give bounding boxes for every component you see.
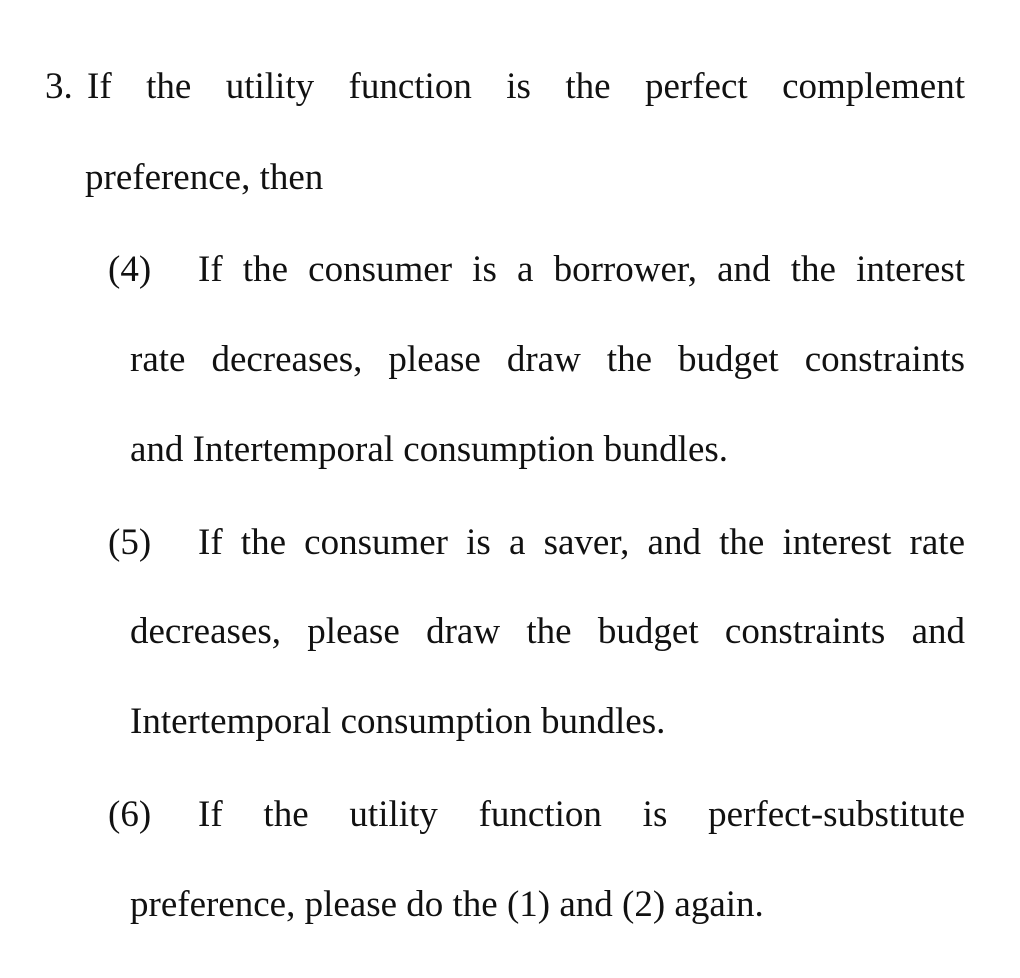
subitem-text-line: rate decreases, please draw the budget constraints <box>130 339 965 380</box>
subitem-text-line: and Intertemporal consumption bundles. <box>130 429 729 470</box>
question-text-line: preference, then <box>85 157 324 198</box>
subitem-number: (5) <box>108 522 152 563</box>
question-number: 3. <box>45 66 73 107</box>
subitem-number: (6) <box>108 794 152 835</box>
subitem-text-line: If the consumer is a borrower, and the interest <box>198 249 965 290</box>
subitem-text-line: preference, please do the (1) and (2) again. <box>130 884 764 925</box>
subitem-text-line: decreases, please draw the budget constraints and <box>130 611 965 652</box>
subitem-text-line: If the consumer is a saver, and the interest rate <box>198 522 965 563</box>
question-text-line: If the utility function is the perfect complement <box>87 66 965 107</box>
subitem-text-line: Intertemporal consumption bundles. <box>130 701 666 742</box>
subitem-text-line: If the utility function is perfect-substitute <box>198 794 965 835</box>
subitem-number: (4) <box>108 249 152 290</box>
